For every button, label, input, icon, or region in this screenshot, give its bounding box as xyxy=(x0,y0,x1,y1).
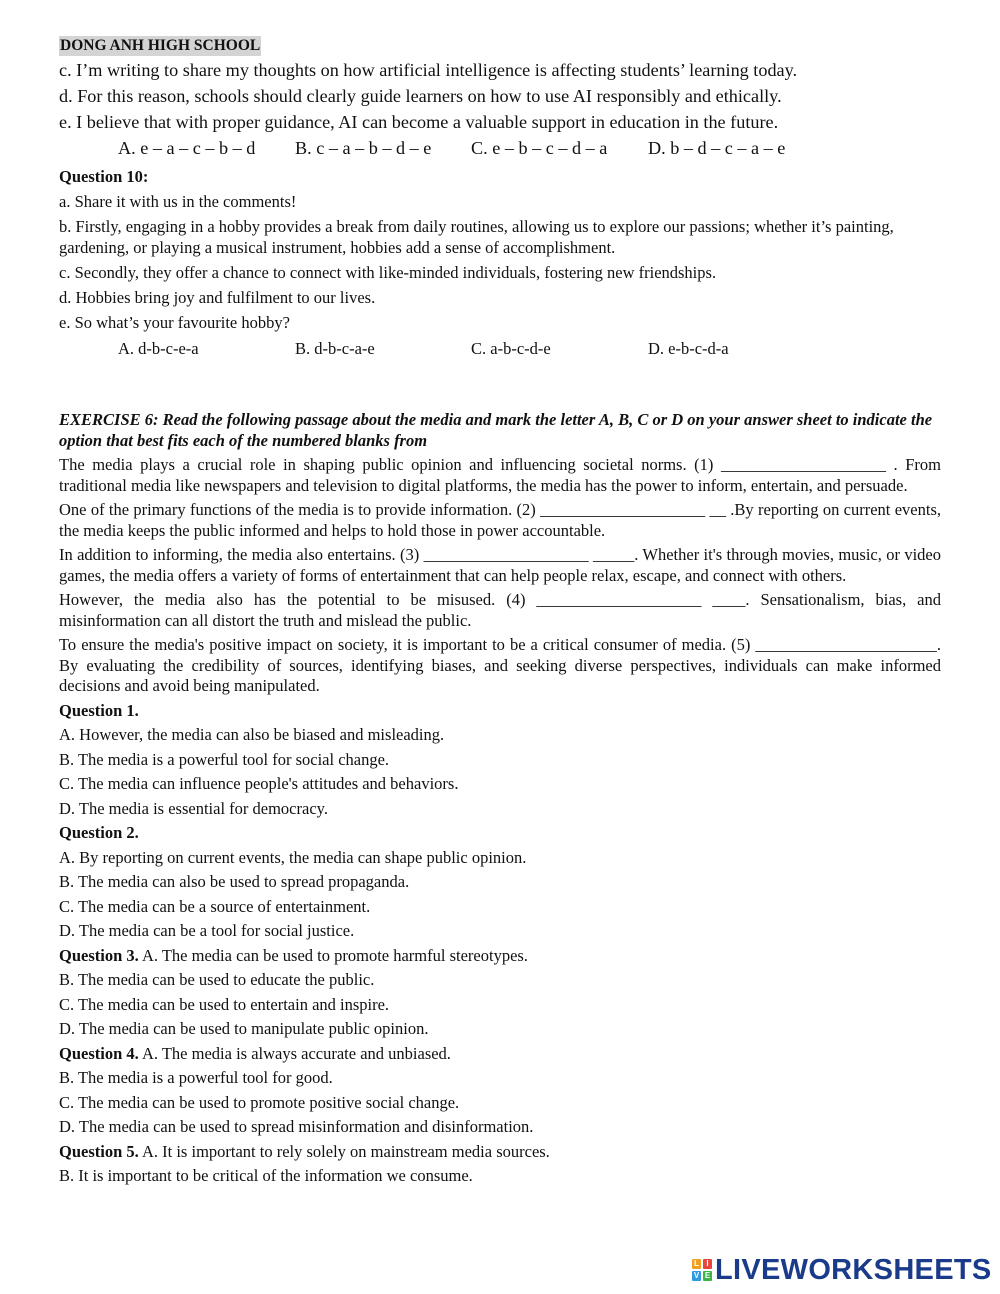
worksheet-page xyxy=(59,36,941,1187)
question-2-title: Question 2. xyxy=(59,823,139,842)
option-b[interactable]: B. d-b-c-a-e xyxy=(295,339,375,358)
liveworksheets-logo xyxy=(692,1253,992,1287)
option-b[interactable]: B. It is important to be critical of the information we consume. xyxy=(59,1166,473,1185)
question-1-block xyxy=(59,701,941,820)
question-3-first-line xyxy=(59,946,941,967)
passage-paragraph: In addition to informing, the media also entertains. (3) ____________________ _____. Whether it's through movies, music, or video games, the media offers a variety of forms of entertainment that can help people relax, escape, and connect with others. xyxy=(59,545,941,585)
question-10-items xyxy=(59,191,941,333)
option-d[interactable]: D. The media can be used to manipulate public opinion. xyxy=(59,1019,429,1038)
exercise-6-instruction: EXERCISE 6: Read the following passage about the media and mark the letter A, B, C or D on your answer sheet to indicate the option that best fits each of the numbered blanks from xyxy=(59,410,933,450)
school-name: DONG ANH HIGH SCHOOL xyxy=(60,37,261,54)
question-9-options xyxy=(59,135,941,161)
option-a[interactable]: A. The media is always accurate and unbiased. xyxy=(138,1043,451,1063)
question-5-first-line xyxy=(59,1142,941,1163)
question-5-title: Question 5. xyxy=(59,1141,139,1161)
option-a[interactable]: A. The media can be used to promote harmful stereotypes. xyxy=(138,945,528,965)
option-a[interactable]: A. e – a – c – b – d xyxy=(118,138,256,158)
question-2-block xyxy=(59,823,941,942)
option-c[interactable]: C. a-b-c-d-e xyxy=(471,339,551,358)
list-item: d. Hobbies bring joy and fulfilment to our lives. xyxy=(59,288,376,307)
option-c[interactable]: C. The media can be a source of entertainment. xyxy=(59,896,371,916)
option-a[interactable]: A. It is important to rely solely on mainstream media sources. xyxy=(138,1141,550,1161)
option-b[interactable]: B. The media can also be used to spread propaganda. xyxy=(59,872,410,891)
option-c[interactable]: C. The media can be used to promote positive social change. xyxy=(59,1092,460,1112)
option-a[interactable]: A. By reporting on current events, the media can shape public opinion. xyxy=(59,847,527,867)
passage-paragraph: The media plays a crucial role in shaping public opinion and influencing societal norms. (1) ____________________ . From traditional media like newspapers and television to digital platforms, the media has the power to inform, entertain, and persuade. xyxy=(59,455,941,495)
option-a[interactable]: A. However, the media can also be biased and misleading. xyxy=(59,725,445,744)
question-5-block xyxy=(59,1142,941,1187)
question-9-items xyxy=(59,57,941,135)
option-d[interactable]: D. The media is essential for democracy. xyxy=(59,798,328,818)
question-4-block xyxy=(59,1044,941,1138)
logo-cell: L xyxy=(692,1259,701,1269)
passage-paragraph: One of the primary functions of the media is to provide information. (2) ____________________ __ .By reporting on current events, the media keeps the public informed and helps to hold those in power accountable. xyxy=(59,500,941,540)
question-4-title: Question 4. xyxy=(59,1043,139,1063)
list-item: c. Secondly, they offer a chance to connect with like-minded individuals, fostering new friendships. xyxy=(59,263,717,282)
question-10-title: Question 10: xyxy=(59,167,149,186)
list-item: b. Firstly, engaging in a hobby provides a break from daily routines, allowing us to explore our passions; whether it’s painting, gardening, or playing a musical instrument, hobbies add a sense of accomplishment. xyxy=(59,217,894,257)
option-c[interactable]: C. The media can be used to entertain and inspire. xyxy=(59,994,390,1014)
option-b[interactable]: B. The media can be used to educate the public. xyxy=(59,970,375,989)
question-10-options xyxy=(59,338,941,359)
logo-grid-icon xyxy=(692,1259,712,1281)
logo-cell: V xyxy=(693,1271,700,1280)
question-1-title: Question 1. xyxy=(59,700,139,720)
option-b[interactable]: B. c – a – b – d – e xyxy=(295,138,432,158)
question-4-first-line xyxy=(59,1044,941,1065)
passage-paragraph: To ensure the media's positive impact on society, it is important to be a critical consumer of media. (5) ______________________. By evaluating the credibility of sources, identifying biases, and seeking diverse perspectives, individuals can make informed decisions and avoid being manipulated. xyxy=(59,635,941,695)
question-3-title: Question 3. xyxy=(59,945,139,965)
option-d[interactable]: D. The media can be a tool for social justice. xyxy=(59,921,355,940)
option-b[interactable]: B. The media is a powerful tool for good. xyxy=(59,1068,333,1087)
list-item: e. I believe that with proper guidance, AI can become a valuable support in education in the future. xyxy=(59,112,779,132)
option-a[interactable]: A. d-b-c-e-a xyxy=(118,339,199,358)
option-c[interactable]: C. The media can influence people's attitudes and behaviors. xyxy=(59,774,459,793)
list-item: c. I’m writing to share my thoughts on how artificial intelligence is affecting students’ learning today. xyxy=(59,60,798,80)
list-item: e. So what’s your favourite hobby? xyxy=(59,313,290,332)
option-c[interactable]: C. e – b – c – d – a xyxy=(471,138,608,158)
option-d[interactable]: D. b – d – c – a – e xyxy=(648,138,786,158)
logo-cell: E xyxy=(704,1271,711,1280)
list-item: a. Share it with us in the comments! xyxy=(59,192,297,211)
list-item: d. For this reason, schools should clearly guide learners on how to use AI responsibly and ethically. xyxy=(59,86,782,106)
option-d[interactable]: D. e-b-c-d-a xyxy=(648,339,729,358)
logo-text: LIVEWORKSHEETS xyxy=(715,1254,992,1286)
option-d[interactable]: D. The media can be used to spread misinformation and disinformation. xyxy=(59,1117,534,1136)
logo-cell: I xyxy=(703,1259,712,1269)
media-passage xyxy=(59,455,941,697)
passage-paragraph: However, the media also has the potential to be misused. (4) ____________________ ____. Sensationalism, bias, and misinformation can all distort the truth and mislead the public. xyxy=(59,590,941,630)
option-b[interactable]: B. The media is a powerful tool for social change. xyxy=(59,749,390,769)
question-3-block xyxy=(59,946,941,1040)
